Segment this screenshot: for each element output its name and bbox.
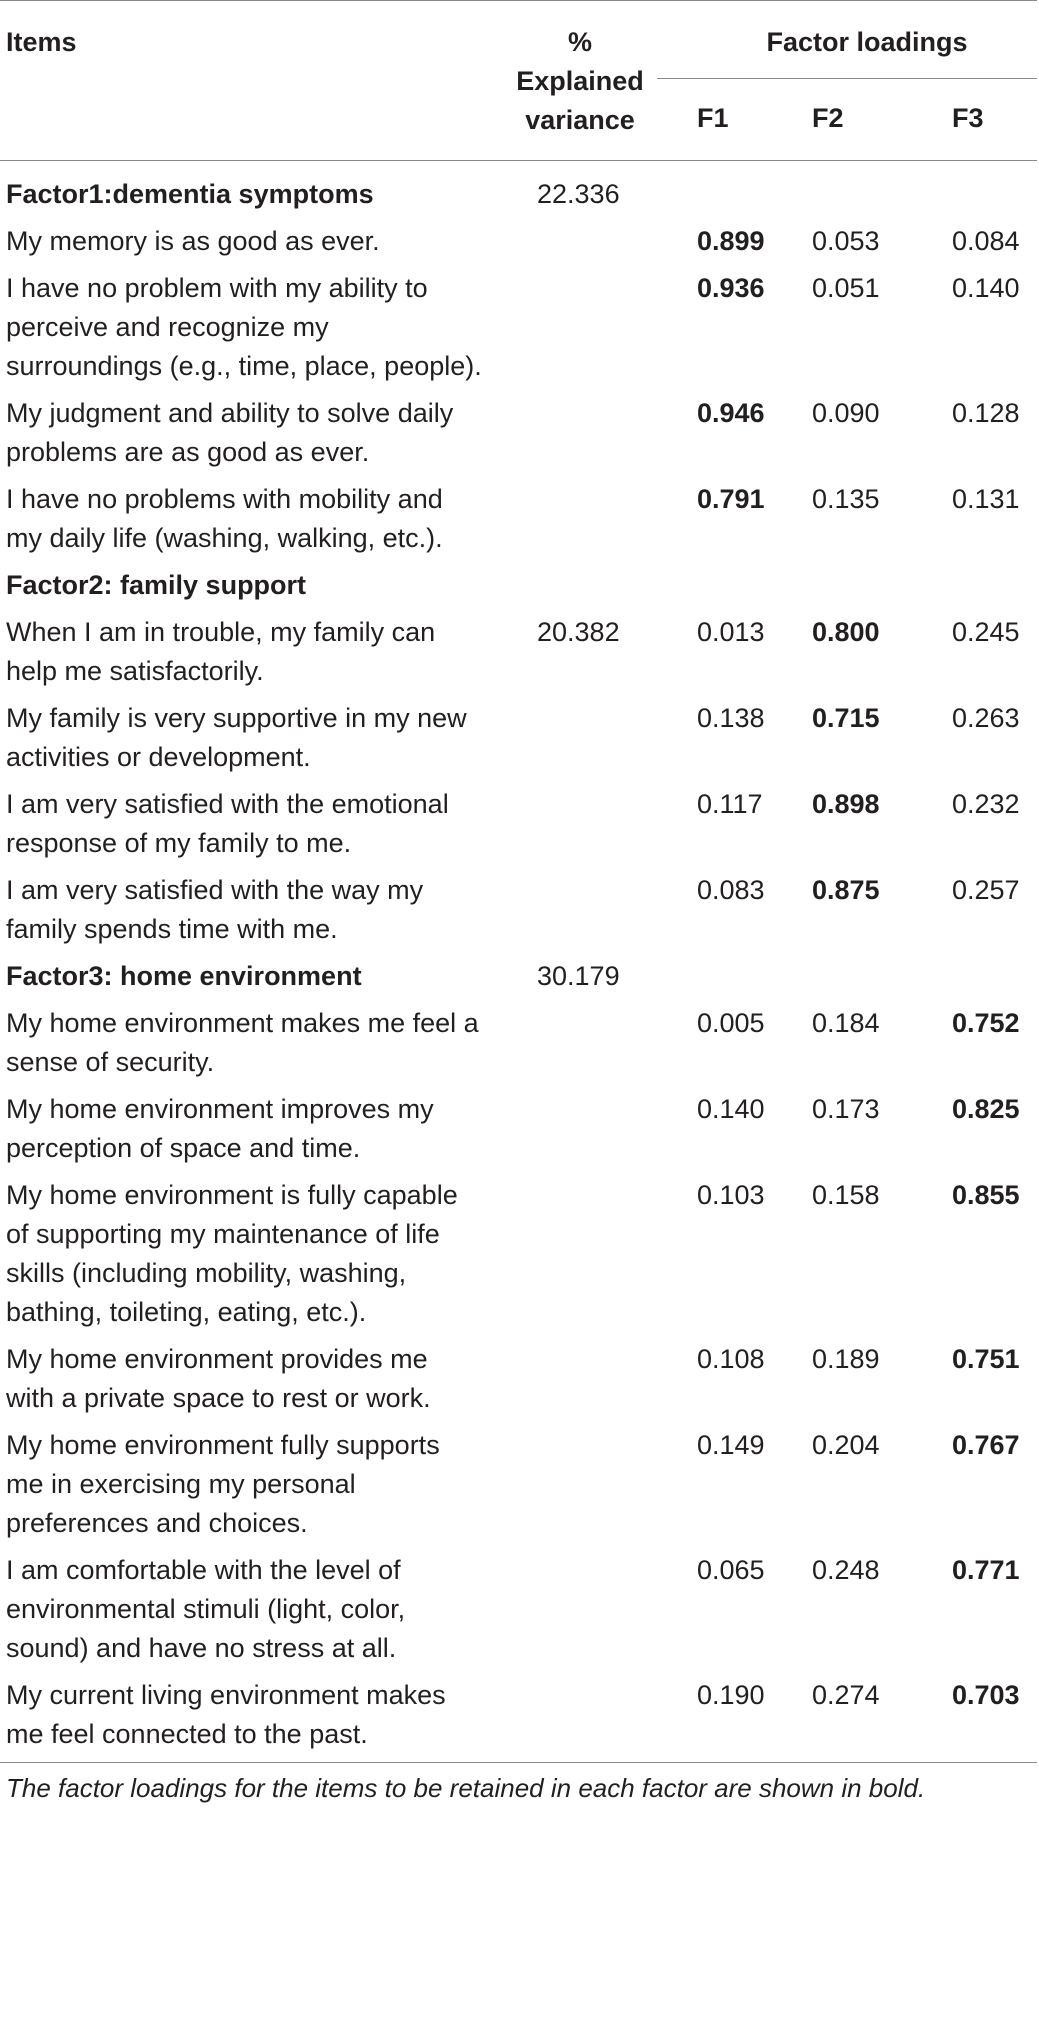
item-text: My home environment fully supports me in exercising my personal preferences and choices. [6, 1430, 440, 1538]
header-variance-line3: variance [525, 105, 635, 135]
table-footnote: The factor loadings for the items to be retained in each factor are shown in bold. [6, 1773, 926, 1803]
loading-f3: 0.131 [952, 484, 1020, 514]
loading-f2: 0.875 [812, 875, 880, 905]
explained-variance [503, 871, 657, 957]
item-text: When I am in trouble, my family can help me satisfactorily. [6, 617, 436, 686]
explained-variance [503, 699, 657, 785]
loading-f2: 0.053 [812, 226, 880, 256]
table-row [0, 480, 1037, 566]
item-text: I am comfortable with the level of environmental stimuli (light, color, sound) and have no stress at all. [6, 1555, 406, 1663]
loading-f3: 0.263 [952, 703, 1020, 733]
table-header [0, 1, 1037, 161]
loading-f1: 0.103 [697, 1180, 765, 1210]
explained-variance [503, 222, 657, 269]
loading-f2 [781, 957, 906, 1004]
item-text: My home environment is fully capable of supporting my maintenance of life skills (including mobility, washing, bathing, toileting, eating, etc.). [6, 1180, 458, 1327]
loading-f2: 0.800 [812, 617, 880, 647]
explained-variance [503, 1004, 657, 1090]
item-text: I am very satisfied with the way my family spends time with me. [6, 875, 424, 944]
header-f1: F1 [657, 79, 781, 161]
loading-f3: 0.232 [952, 789, 1020, 819]
explained-variance [503, 394, 657, 480]
loading-f1: 0.936 [697, 273, 765, 303]
explained-variance [503, 480, 657, 566]
loading-f2 [781, 161, 906, 223]
loading-f3: 0.084 [952, 226, 1020, 256]
item-text: My family is very supportive in my new activities or development. [6, 703, 467, 772]
loading-f1 [657, 957, 781, 1004]
explained-variance [503, 1090, 657, 1176]
loading-f1: 0.140 [697, 1094, 765, 1124]
table-row [0, 613, 1037, 699]
table-row [0, 161, 1037, 223]
explained-variance [503, 1340, 657, 1426]
table-row [0, 394, 1037, 480]
loading-f1 [657, 161, 781, 223]
explained-variance [503, 1551, 657, 1676]
table-body [0, 161, 1037, 1763]
header-variance-line1: % [567, 27, 592, 57]
loading-f2: 0.189 [812, 1344, 880, 1374]
loading-f3: 0.752 [952, 1008, 1020, 1038]
item-text: I have no problems with mobility and my daily life (washing, walking, etc.). [6, 484, 443, 553]
loading-f2: 0.135 [812, 484, 880, 514]
loading-f3: 0.751 [952, 1344, 1020, 1374]
loading-f3: 0.767 [952, 1430, 1020, 1460]
item-text: My home environment provides me with a private space to rest or work. [6, 1344, 431, 1413]
loading-f3: 0.245 [952, 617, 1020, 647]
item-text: I have no problem with my ability to perceive and recognize my surroundings (e.g., time, place, people). [6, 273, 482, 381]
loading-f2 [781, 566, 906, 613]
loading-f2: 0.274 [781, 1676, 906, 1763]
loading-f1: 0.013 [697, 617, 765, 647]
loading-f1: 0.791 [697, 484, 765, 514]
loading-f1: 0.946 [697, 398, 765, 428]
factor-heading: Factor2: family support [6, 570, 307, 600]
loading-f2: 0.184 [812, 1008, 880, 1038]
loading-f3: 0.771 [952, 1555, 1020, 1585]
loading-f2: 0.715 [812, 703, 880, 733]
table-row [0, 1090, 1037, 1176]
item-text: My judgment and ability to solve daily problems are as good as ever. [6, 398, 454, 467]
table-row [0, 1676, 1037, 1763]
loading-f3: 0.140 [952, 273, 1020, 303]
header-variance-line2: Explained [516, 66, 644, 96]
item-text: My home environment makes me feel a sense of security. [6, 1008, 479, 1077]
loading-f3: 0.855 [952, 1180, 1020, 1210]
item-text: My home environment improves my perception of space and time. [6, 1094, 434, 1163]
explained-variance [503, 1176, 657, 1340]
loading-f3: 0.257 [952, 875, 1020, 905]
explained-variance: 20.382 [537, 617, 620, 647]
table-row [0, 1340, 1037, 1426]
loading-f3 [906, 957, 1037, 1004]
loading-f1: 0.005 [697, 1008, 765, 1038]
loading-f1: 0.065 [697, 1555, 765, 1585]
explained-variance [503, 1426, 657, 1551]
loading-f3: 0.128 [952, 398, 1020, 428]
table-row [0, 222, 1037, 269]
loading-f2: 0.248 [812, 1555, 880, 1585]
loading-f1: 0.138 [697, 703, 765, 733]
loading-f3: 0.703 [906, 1676, 1037, 1763]
loading-f1: 0.108 [697, 1344, 765, 1374]
header-explained-variance [503, 1, 657, 161]
loading-f3 [906, 161, 1037, 223]
table-row [0, 699, 1037, 785]
explained-variance [503, 785, 657, 871]
loading-f1: 0.117 [697, 789, 763, 819]
item-text: My current living environment makes me feel connected to the past. [0, 1676, 503, 1763]
table-row [0, 785, 1037, 871]
table-row [0, 957, 1037, 1004]
table-row [0, 269, 1037, 394]
table-row [0, 871, 1037, 957]
loading-f2: 0.090 [812, 398, 880, 428]
explained-variance: 22.336 [537, 179, 620, 209]
loading-f3 [906, 566, 1037, 613]
explained-variance: 30.179 [537, 961, 620, 991]
explained-variance [503, 566, 657, 613]
loading-f2: 0.898 [812, 789, 880, 819]
item-text: I am very satisfied with the emotional response of my family to me. [6, 789, 449, 858]
loading-f2: 0.173 [812, 1094, 880, 1124]
loading-f1: 0.149 [697, 1430, 765, 1460]
header-items: Items [0, 1, 503, 161]
loading-f1: 0.190 [657, 1676, 781, 1763]
table-row [0, 566, 1037, 613]
loading-f2: 0.158 [812, 1180, 880, 1210]
table-row [0, 1004, 1037, 1090]
header-f3: F3 [906, 79, 1037, 161]
loading-f1: 0.083 [697, 875, 765, 905]
loading-f1 [657, 566, 781, 613]
loading-f2: 0.204 [812, 1430, 880, 1460]
factor-heading: Factor1:dementia symptoms [6, 179, 374, 209]
loading-f3: 0.825 [952, 1094, 1020, 1124]
loading-f1: 0.899 [697, 226, 765, 256]
table-row [0, 1176, 1037, 1340]
loading-f2: 0.051 [812, 273, 880, 303]
explained-variance [503, 269, 657, 394]
header-factor-loadings: Factor loadings [657, 1, 1037, 79]
item-text: My memory is as good as ever. [6, 226, 380, 256]
factor-heading: Factor3: home environment [6, 961, 362, 991]
explained-variance [503, 1676, 657, 1763]
header-f2: F2 [781, 79, 906, 161]
table-row [0, 1551, 1037, 1676]
table-row [0, 1426, 1037, 1551]
